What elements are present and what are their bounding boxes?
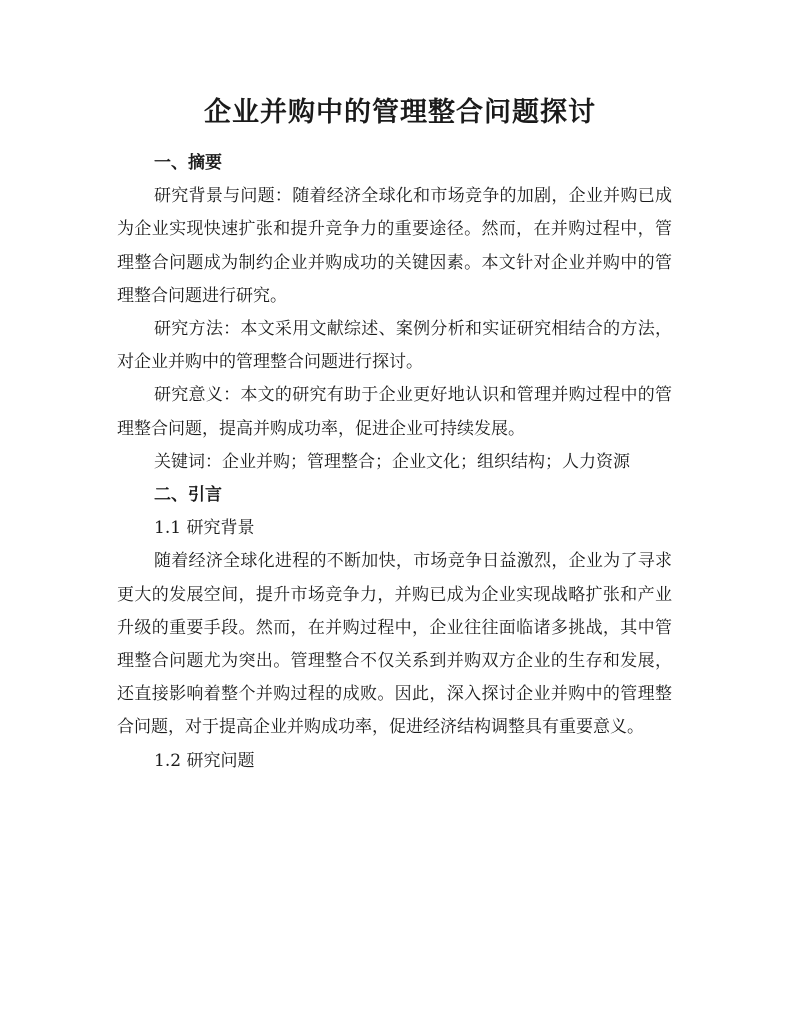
abstract-method-paragraph: 研究方法：本文采用文献综述、案例分析和实证研究相结合的方法，对企业并购中的管理整合问题进行探讨。 — [117, 319, 672, 373]
keywords-line: 关键词：企业并购；管理整合；企业文化；组织结构；人力资源 — [154, 451, 630, 472]
introduction-background-paragraph: 随着经济全球化进程的不断加快，市场竞争日益激烈，企业为了寻求更大的发展空间，提升市场竞争力，并购已成为企业实现战略扩张和产业升级的重要手段。然而，在并购过程中，企业往往面临诸多挑战，其中管理整合问题尤为突出。管理整合不仅关系到并购双方企业的生存和发展，还直接影响着整个并购过程的成败。因此，深入探讨企业并购中的管理整合问题，对于提高企业并购成功率，促进经济结构调整具有重要意义。 — [117, 551, 672, 738]
abstract-significance-paragraph: 研究意义：本文的研究有助于企业更好地认识和管理并购过程中的管理整合问题，提高并购成功率，促进企业可持续发展。 — [117, 385, 672, 439]
subsection-heading-background: 1.1 研究背景 — [154, 518, 255, 539]
section-heading-abstract: 一、摘要 — [154, 153, 222, 173]
document-body — [117, 147, 672, 778]
abstract-background-paragraph: 研究背景与问题：随着经济全球化和市场竞争的加剧，企业并购已成为企业实现快速扩张和提升竞争力的重要途径。然而，在并购过程中，管理整合问题成为制约企业并购成功的关键因素。本文针对企业并购中的管理整合问题进行研究。 — [117, 186, 672, 306]
subsection-heading-research-question: 1.2 研究问题 — [154, 750, 255, 771]
document-title: 企业并购中的管理整合问题探讨 — [204, 97, 596, 128]
section-heading-introduction: 二、引言 — [154, 485, 222, 506]
